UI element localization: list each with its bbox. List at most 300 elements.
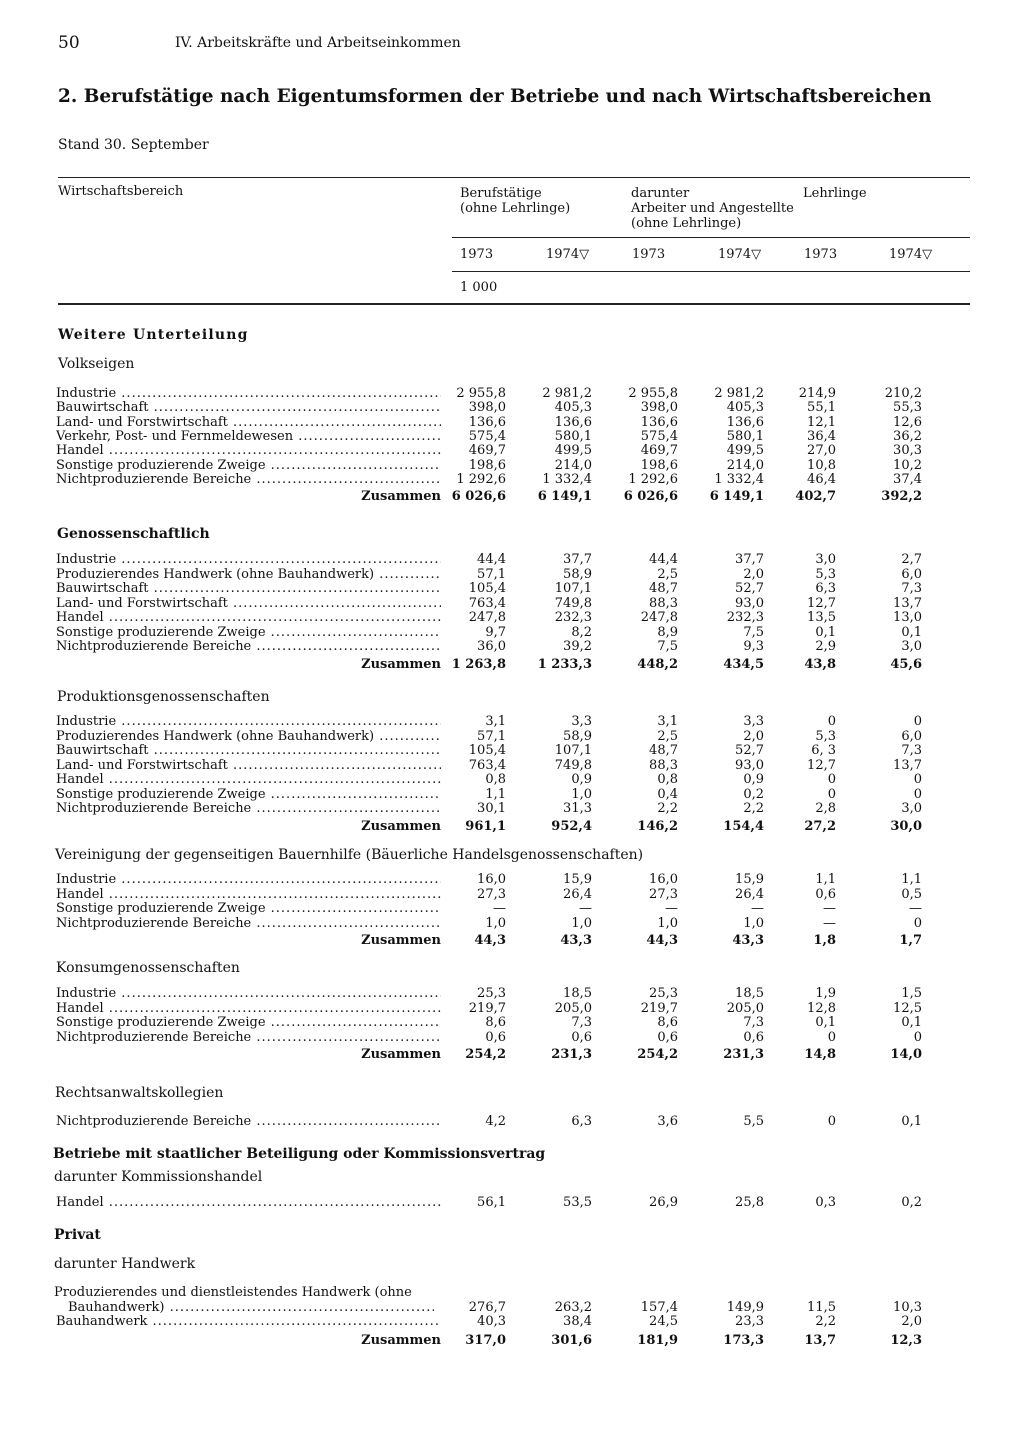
cell-value: 10,2 (893, 457, 922, 473)
cell-value: 44,4 (477, 552, 506, 567)
section-heading-handwerk: darunter Handwerk (54, 1256, 196, 1272)
cell-value: 12,3 (890, 1333, 922, 1348)
cell-value: 0,6 (657, 1029, 678, 1045)
cell-value: — (823, 901, 836, 916)
cell-value: 405,3 (554, 400, 592, 416)
cell-value: 6 149,1 (709, 489, 764, 504)
cell-value: 30,0 (890, 819, 922, 834)
cell-value: 205,0 (554, 1000, 592, 1016)
cell-value: 4,2 (485, 1114, 506, 1129)
cell-value: 24,5 (649, 1314, 678, 1329)
row-label: Industrie ..... (56, 552, 441, 567)
cell-value: 405,3 (726, 400, 764, 416)
cell-value: 3,1 (657, 714, 678, 729)
cell-value: 1 233,3 (537, 657, 592, 672)
cell-value: 2,9 (815, 639, 836, 654)
cell-value: 11,5 (807, 1300, 836, 1315)
table-row (0, 472, 1024, 487)
table-sum-row (0, 933, 1024, 948)
cell-value: 3,0 (901, 801, 922, 816)
cell-value: 2 981,2 (542, 386, 592, 401)
cell-value: 93,0 (735, 757, 764, 773)
cell-value: 0 (827, 1029, 836, 1045)
cell-value: 232,3 (554, 610, 592, 625)
table-row (0, 758, 1024, 773)
cell-value: 2,2 (743, 801, 764, 816)
table-row (0, 596, 1024, 611)
row-label: Bauwirtschaft ..... (56, 400, 441, 415)
cell-value: 7,3 (901, 743, 922, 758)
cell-value: 27,3 (649, 886, 678, 902)
cell-value: 12,1 (807, 414, 836, 430)
cell-value: 146,2 (637, 819, 678, 834)
row-label: Handel ..... (56, 772, 441, 787)
cell-value: 7,3 (571, 1015, 592, 1030)
cell-value: 0,1 (815, 624, 836, 640)
cell-value: 231,3 (551, 1047, 592, 1062)
cell-value: — (493, 901, 506, 916)
col-group-arbeiter-line1: darunter (631, 186, 690, 201)
cell-value: 12,5 (893, 1000, 922, 1016)
cell-value: 2 955,8 (456, 386, 506, 401)
cell-value: 18,5 (563, 986, 592, 1001)
cell-value: 0,6 (485, 1029, 506, 1045)
section-heading-genossenschaftlich: Genossenschaftlich (57, 526, 210, 542)
cell-value: 580,1 (554, 428, 592, 444)
year-header: 1974▽ (718, 247, 762, 262)
cell-value: 1,0 (485, 915, 506, 931)
sum-label: Zusammen (361, 1333, 441, 1348)
cell-value: 7,5 (743, 624, 764, 640)
cell-value: 43,3 (560, 933, 592, 948)
table-row (0, 887, 1024, 902)
cell-value: 37,7 (735, 552, 764, 567)
cell-value: 3,6 (657, 1114, 678, 1129)
col-group-arbeiter-line2: Arbeiter und Angestellte (631, 201, 794, 216)
cell-value: 0 (913, 714, 922, 729)
cell-value: 1,0 (571, 915, 592, 931)
cell-value: 580,1 (726, 428, 764, 444)
cell-value: 136,6 (468, 414, 506, 430)
cell-value: 15,9 (735, 872, 764, 887)
table-row (0, 458, 1024, 473)
cell-value: 25,8 (735, 1195, 764, 1210)
cell-value: 6, 3 (811, 743, 836, 758)
cell-value: 26,9 (649, 1195, 678, 1210)
cell-value: 448,2 (637, 657, 678, 672)
cell-value: 58,9 (563, 728, 592, 744)
cell-value: 575,4 (640, 428, 678, 444)
cell-value: 6 026,6 (451, 489, 506, 504)
cell-value: 2,2 (657, 801, 678, 816)
col-header-wirtschaftsbereich: Wirtschaftsbereich (58, 184, 184, 199)
cell-value: 12,8 (807, 1000, 836, 1016)
cell-value: 198,6 (468, 457, 506, 473)
cell-value: 247,8 (640, 610, 678, 625)
row-label: Verkehr, Post- und Fernmeldewesen ..... (56, 429, 441, 444)
table-row (0, 1300, 1024, 1315)
table-row (0, 986, 1024, 1001)
row-label: Sonstige produzierende Zweige ..... (56, 1015, 441, 1030)
cell-value: 16,0 (477, 872, 506, 887)
cell-value: 0 (913, 772, 922, 787)
table-sum-row (0, 1333, 1024, 1348)
cell-value: 13,0 (893, 610, 922, 625)
cell-value: 214,0 (726, 457, 764, 473)
cell-value: 2,8 (815, 801, 836, 816)
cell-value: 55,1 (807, 400, 836, 416)
row-label: Nichtproduzierende Bereiche ..... (56, 472, 441, 487)
cell-value: 469,7 (468, 443, 506, 459)
cell-value: 0,1 (815, 1015, 836, 1030)
cell-value: 14,8 (804, 1047, 836, 1062)
cell-value: 2 955,8 (628, 386, 678, 401)
row-label: Land- und Forstwirtschaft ..... (56, 596, 441, 611)
cell-value: 1,0 (571, 786, 592, 802)
sum-label: Zusammen (361, 819, 441, 834)
cell-value: 43,8 (804, 657, 836, 672)
cell-value: 469,7 (640, 443, 678, 459)
cell-value: 37,7 (563, 552, 592, 567)
cell-value: 763,4 (468, 595, 506, 611)
row-label: Industrie ..... (56, 714, 441, 729)
row-label: Land- und Forstwirtschaft ..... (56, 415, 441, 430)
row-label: Sonstige produzierende Zweige ..... (56, 787, 441, 802)
cell-value: 13,7 (804, 1333, 836, 1348)
row-label: Nichtproduzierende Bereiche ..... (56, 1030, 441, 1045)
col-group-berufstaetige (460, 186, 570, 216)
cell-value: 402,7 (795, 489, 836, 504)
cell-value: 58,9 (563, 566, 592, 582)
row-label: Sonstige produzierende Zweige ..... (56, 901, 441, 916)
cell-value: 53,5 (563, 1195, 592, 1210)
section-heading-konsumgenossenschaften: Konsumgenossenschaften (56, 960, 240, 976)
row-label-line2: Bauhandwerk) ..... (68, 1300, 434, 1315)
table-sum-row (0, 657, 1024, 672)
cell-value: 27,2 (804, 819, 836, 834)
cell-value: 2,5 (657, 566, 678, 582)
sum-label: Zusammen (361, 933, 441, 948)
row-label: Sonstige produzierende Zweige ..... (56, 458, 441, 473)
table-row (0, 772, 1024, 787)
row-label: Industrie ..... (56, 986, 441, 1001)
section-heading-privat: Privat (54, 1227, 101, 1243)
cell-value: 1,8 (813, 933, 836, 948)
table-row (0, 714, 1024, 729)
cell-value: 48,7 (649, 743, 678, 758)
table-row (0, 916, 1024, 931)
row-label: Nichtproduzierende Bereiche ..... (56, 1114, 441, 1129)
cell-value: 0,6 (815, 886, 836, 902)
row-label: Nichtproduzierende Bereiche ..... (56, 639, 441, 654)
row-label: Produzierendes Handwerk (ohne Bauhandwerk) ..... (56, 567, 441, 582)
cell-value: 3,3 (743, 714, 764, 729)
cell-value: 763,4 (468, 757, 506, 773)
row-label: Handel ..... (56, 610, 441, 625)
cell-value: 1,1 (815, 872, 836, 887)
cell-value: 36,4 (807, 428, 836, 444)
cell-value: 392,2 (881, 489, 922, 504)
cell-value: 2 981,2 (714, 386, 764, 401)
col-group-arbeiter-line3: (ohne Lehrlinge) (631, 216, 742, 231)
cell-value: — (823, 915, 836, 931)
cell-value: 0,9 (743, 772, 764, 787)
row-label: Industrie ..... (56, 872, 441, 887)
cell-value: 13,7 (893, 757, 922, 773)
cell-value: 7,3 (901, 581, 922, 596)
section-heading-rechtsanwaltskollegien: Rechtsanwaltskollegien (55, 1085, 224, 1101)
cell-value: 154,4 (723, 819, 764, 834)
table-row (0, 625, 1024, 640)
cell-value: — (909, 901, 922, 916)
cell-value: 0,6 (571, 1029, 592, 1045)
cell-value: 0 (913, 786, 922, 802)
row-label: Produzierendes Handwerk (ohne Bauhandwerk) ..... (56, 729, 441, 744)
header-year-rule (452, 271, 970, 272)
cell-value: 0,1 (901, 624, 922, 640)
cell-value: 56,1 (477, 1195, 506, 1210)
sum-label: Zusammen (361, 1047, 441, 1062)
unit-label: 1 000 (460, 280, 498, 295)
cell-value: 434,5 (723, 657, 764, 672)
cell-value: 3,0 (901, 639, 922, 654)
col-group-berufstaetige-line1: Berufstätige (460, 186, 542, 201)
cell-value: 3,3 (571, 714, 592, 729)
cell-value: 1,9 (815, 986, 836, 1001)
running-head: IV. Arbeitskräfte und Arbeitseinkommen (175, 35, 461, 51)
row-label: Nichtproduzierende Bereiche ..... (56, 801, 441, 816)
cell-value: 16,0 (649, 872, 678, 887)
cell-value: 12,7 (807, 757, 836, 773)
table-row (0, 1314, 1024, 1329)
cell-value: 3,0 (815, 552, 836, 567)
cell-value: 0,2 (901, 1195, 922, 1210)
cell-value: 39,2 (563, 639, 592, 654)
cell-value: 6,3 (815, 581, 836, 596)
cell-value: 317,0 (465, 1333, 506, 1348)
cell-value: — (665, 901, 678, 916)
table-title: 2. Berufstätige nach Eigentumsformen der Betriebe und nach Wirtschaftsbereichen (58, 86, 932, 107)
cell-value: 36,2 (893, 428, 922, 444)
section-heading-kommissionshandel: darunter Kommissionshandel (54, 1169, 263, 1185)
cell-value: 55,3 (893, 400, 922, 416)
cell-value: 2,5 (657, 728, 678, 744)
table-sum-row (0, 489, 1024, 504)
col-group-berufstaetige-line2: (ohne Lehrlinge) (460, 201, 571, 216)
table-row (0, 443, 1024, 458)
cell-value: 1 292,6 (456, 471, 506, 487)
table-row (0, 1030, 1024, 1045)
cell-value: 15,9 (563, 872, 592, 887)
header-top-rule (58, 177, 970, 178)
cell-value: 749,8 (554, 595, 592, 611)
cell-value: 263,2 (554, 1300, 592, 1315)
cell-value: 254,2 (465, 1047, 506, 1062)
cell-value: 43,3 (732, 933, 764, 948)
row-label: Industrie ..... (56, 386, 441, 401)
row-label: Nichtproduzierende Bereiche ..... (56, 916, 441, 931)
section-heading-staatliche-beteiligung: Betriebe mit staatlicher Beteiligung oder Kommissionsvertrag (53, 1146, 546, 1162)
cell-value: 205,0 (726, 1000, 764, 1016)
cell-value: 398,0 (640, 400, 678, 416)
cell-value: 9,3 (743, 639, 764, 654)
cell-value: 0,1 (901, 1015, 922, 1030)
cell-value: 247,8 (468, 610, 506, 625)
cell-value: 25,3 (477, 986, 506, 1001)
year-header: 1973 (632, 247, 666, 262)
table-row (0, 1015, 1024, 1030)
cell-value: 1,5 (901, 986, 922, 1001)
row-label: Handel ..... (56, 887, 441, 902)
cell-value: 136,6 (726, 414, 764, 430)
cell-value: 2,0 (901, 1314, 922, 1329)
cell-value: 0,9 (571, 772, 592, 787)
cell-value: 749,8 (554, 757, 592, 773)
cell-value: 44,3 (474, 933, 506, 948)
cell-value: 57,1 (477, 728, 506, 744)
cell-value: 107,1 (554, 743, 592, 758)
row-label-line1: Produzierendes und dienstleistendes Handwerk (ohne (54, 1285, 412, 1300)
table-row (0, 386, 1024, 401)
cell-value: 0,5 (901, 886, 922, 902)
cell-value: 0,8 (657, 772, 678, 787)
reference-date: Stand 30. September (58, 137, 209, 153)
cell-value: 0 (827, 1114, 836, 1129)
cell-value: 210,2 (884, 386, 922, 401)
table-row (0, 581, 1024, 596)
table-row (0, 729, 1024, 744)
cell-value: 37,4 (893, 471, 922, 487)
table-row (0, 801, 1024, 816)
cell-value: 3,1 (485, 714, 506, 729)
cell-value: 6,0 (901, 566, 922, 582)
table-row (0, 400, 1024, 415)
row-label: Handel ..... (56, 1195, 441, 1210)
cell-value: 149,9 (726, 1300, 764, 1315)
cell-value: 52,7 (735, 743, 764, 758)
cell-value: 1,0 (743, 915, 764, 931)
cell-value: 499,5 (554, 443, 592, 459)
table-sum-row (0, 819, 1024, 834)
cell-value: 30,1 (477, 801, 506, 816)
cell-value: 88,3 (649, 757, 678, 773)
table-row (0, 872, 1024, 887)
row-label: Handel ..... (56, 443, 441, 458)
cell-value: 2,0 (743, 566, 764, 582)
cell-value: 1,7 (899, 933, 922, 948)
cell-value: 0 (913, 1029, 922, 1045)
cell-value: 1,1 (485, 786, 506, 802)
cell-value: 214,0 (554, 457, 592, 473)
cell-value: 0,6 (743, 1029, 764, 1045)
table-row (0, 429, 1024, 444)
cell-value: 2,0 (743, 728, 764, 744)
cell-value: 13,7 (893, 595, 922, 611)
cell-value: 0,1 (901, 1114, 922, 1129)
cell-value: 40,3 (477, 1314, 506, 1329)
cell-value: 1 263,8 (451, 657, 506, 672)
table-sum-row (0, 1047, 1024, 1062)
cell-value: 0,2 (743, 786, 764, 802)
cell-value: 25,3 (649, 986, 678, 1001)
cell-value: 44,4 (649, 552, 678, 567)
cell-value: 5,5 (743, 1114, 764, 1129)
cell-value: 1 292,6 (628, 471, 678, 487)
col-group-arbeiter (631, 186, 794, 231)
cell-value: 214,9 (798, 386, 836, 401)
year-header: 1974▽ (889, 247, 933, 262)
cell-value: 8,6 (485, 1015, 506, 1030)
cell-value: — (751, 901, 764, 916)
cell-value: 27,3 (477, 886, 506, 902)
cell-value: — (579, 901, 592, 916)
table-row (0, 552, 1024, 567)
cell-value: 9,7 (485, 624, 506, 640)
cell-value: 30,3 (893, 443, 922, 459)
table-row (0, 1001, 1024, 1016)
cell-value: 36,0 (477, 639, 506, 654)
cell-value: 1 332,4 (542, 471, 592, 487)
cell-value: 107,1 (554, 581, 592, 596)
cell-value: 8,9 (657, 624, 678, 640)
cell-value: 8,6 (657, 1015, 678, 1030)
cell-value: 45,6 (890, 657, 922, 672)
cell-value: 276,7 (468, 1300, 506, 1315)
table-row (0, 901, 1024, 916)
cell-value: 952,4 (551, 819, 592, 834)
row-label: Sonstige produzierende Zweige ..... (56, 625, 441, 640)
cell-value: 499,5 (726, 443, 764, 459)
cell-value: 157,4 (640, 1300, 678, 1315)
sum-label: Zusammen (361, 489, 441, 504)
sum-label: Zusammen (361, 657, 441, 672)
section-heading-volkseigen: Volkseigen (58, 356, 135, 372)
section-heading-weitere-unterteilung: Weitere Unterteilung (58, 327, 249, 343)
header-bottom-rule (58, 303, 970, 305)
cell-value: 14,0 (890, 1047, 922, 1062)
row-label: Land- und Forstwirtschaft ..... (56, 758, 441, 773)
cell-value: 1 332,4 (714, 471, 764, 487)
header-mid-rule (452, 237, 970, 238)
row-label: Bauhandwerk ..... (56, 1314, 441, 1329)
section-heading-vdgb: Vereinigung der gegenseitigen Bauernhilfe (Bäuerliche Handelsgenossenschaften) (55, 847, 644, 863)
table-row (0, 787, 1024, 802)
cell-value: 88,3 (649, 595, 678, 611)
cell-value: 57,1 (477, 566, 506, 582)
cell-value: 0,4 (657, 786, 678, 802)
cell-value: 38,4 (563, 1314, 592, 1329)
cell-value: 48,7 (649, 581, 678, 596)
table-row (0, 639, 1024, 654)
cell-value: 181,9 (637, 1333, 678, 1348)
cell-value: 136,6 (554, 414, 592, 430)
year-header: 1973 (460, 247, 494, 262)
section-heading-produktionsgenossenschaften: Produktionsgenossenschaften (57, 689, 270, 705)
cell-value: 10,3 (893, 1300, 922, 1315)
cell-value: 105,4 (468, 743, 506, 758)
col-group-lehrlinge: Lehrlinge (803, 186, 867, 201)
cell-value: 1,1 (901, 872, 922, 887)
cell-value: 219,7 (468, 1000, 506, 1016)
cell-value: 6 026,6 (623, 489, 678, 504)
cell-value: 44,3 (646, 933, 678, 948)
table-row (0, 610, 1024, 625)
cell-value: 5,3 (815, 728, 836, 744)
cell-value: 105,4 (468, 581, 506, 596)
cell-value: 23,3 (735, 1314, 764, 1329)
table-row (0, 567, 1024, 582)
cell-value: 10,8 (807, 457, 836, 473)
